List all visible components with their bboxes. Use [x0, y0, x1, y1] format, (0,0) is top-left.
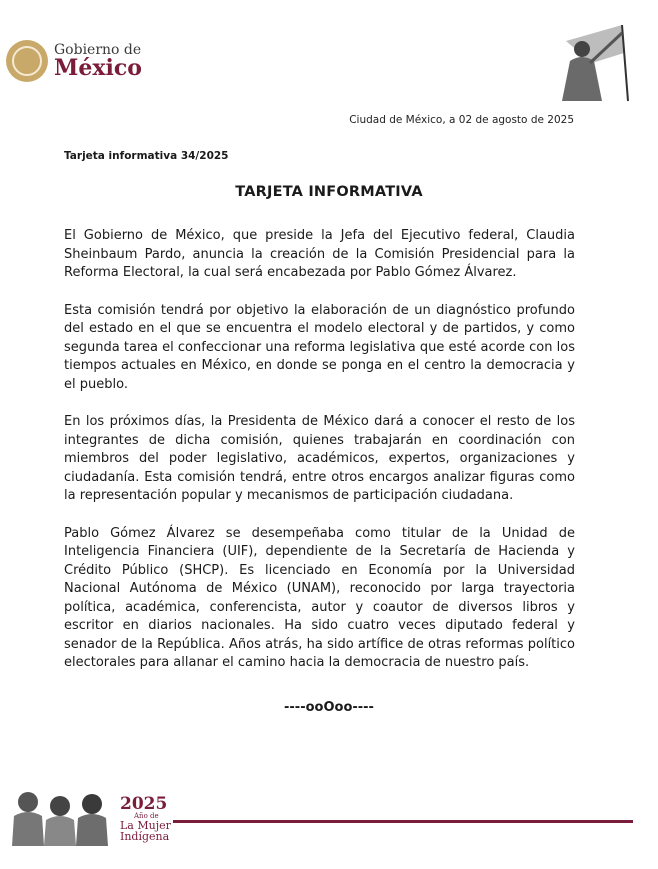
footer-small: Año de: [134, 812, 159, 820]
page-title: TARJETA INFORMATIVA: [235, 184, 423, 200]
footer-year: 2025: [120, 794, 168, 814]
seal-icon: [6, 40, 48, 82]
paragraph-1: El Gobierno de México, que preside la Jefa del Ejecutivo federal, Claudia Sheinbaum Pardo, anuncia la creación de la Comisión Presidencial para la Reforma Electoral, la cual será encabezada por Pablo Gómez Álvarez.: [64, 228, 575, 280]
heroine-flag-icon: [552, 23, 630, 103]
body-text: [64, 227, 575, 692]
footer: [8, 786, 648, 848]
paragraph-2: Esta comisión tendrá por objetivo la elaboración de un diagnóstico profundo del estado en el que se encuentra el modelo electoral y de partidos, y como segunda tarea el confeccionar una reforma legislativa que esté acorde con los tiempos actuales en México, en donde se ponga en el centro la democracia y el pueblo.: [64, 302, 575, 392]
paragraph-3: En los próximos días, la Presidenta de México dará a conocer el resto de los integrantes de dicha comisión, quienes trabajarán en coordinación con miembros del poder legislativo, académicos, expertos, organizaciones y ciudadanía. Esta comisión tendrá, entre otros encargos analizar figuras como la representación popular y mecanismos de participación ciudadana.: [64, 414, 575, 503]
footer-name-1: La Mujer: [120, 819, 171, 832]
footer-wordmark: [120, 796, 171, 842]
paragraph-4: Pablo Gómez Álvarez se desempeñaba como titular de la Unidad de Inteligencia Financiera (UIF), dependiente de la Secretaría de Hacienda y Crédito Público (SHCP). Es licenciado en Economía por la Universidad Nacional Autónoma de México (UNAM), reconocido por larga trayectoria política, académica, conferencista, autor y coautor de diversos libros y escritor en diarios nacionales. Ha sido cuatro veces diputado federal y senador de la República. Años atrás, ha sido artífice de otras reformas político electorales para allanar el camino hacia la democracia de nuestro país.: [64, 525, 575, 670]
closing-mark: ----ooOoo----: [284, 700, 374, 715]
logo-line-2: México: [54, 55, 142, 81]
logo-line-1: Gobierno de: [54, 42, 142, 58]
footer-name-2: Indígena: [120, 830, 170, 843]
gobierno-de-mexico-logo: [6, 40, 142, 82]
footer-rule: [173, 820, 633, 823]
date-line: Ciudad de México, a 02 de agosto de 2025: [349, 114, 574, 126]
logo-wordmark: [54, 43, 142, 79]
indigenous-women-icon: [8, 786, 114, 846]
card-number: Tarjeta informativa 34/2025: [64, 150, 229, 162]
